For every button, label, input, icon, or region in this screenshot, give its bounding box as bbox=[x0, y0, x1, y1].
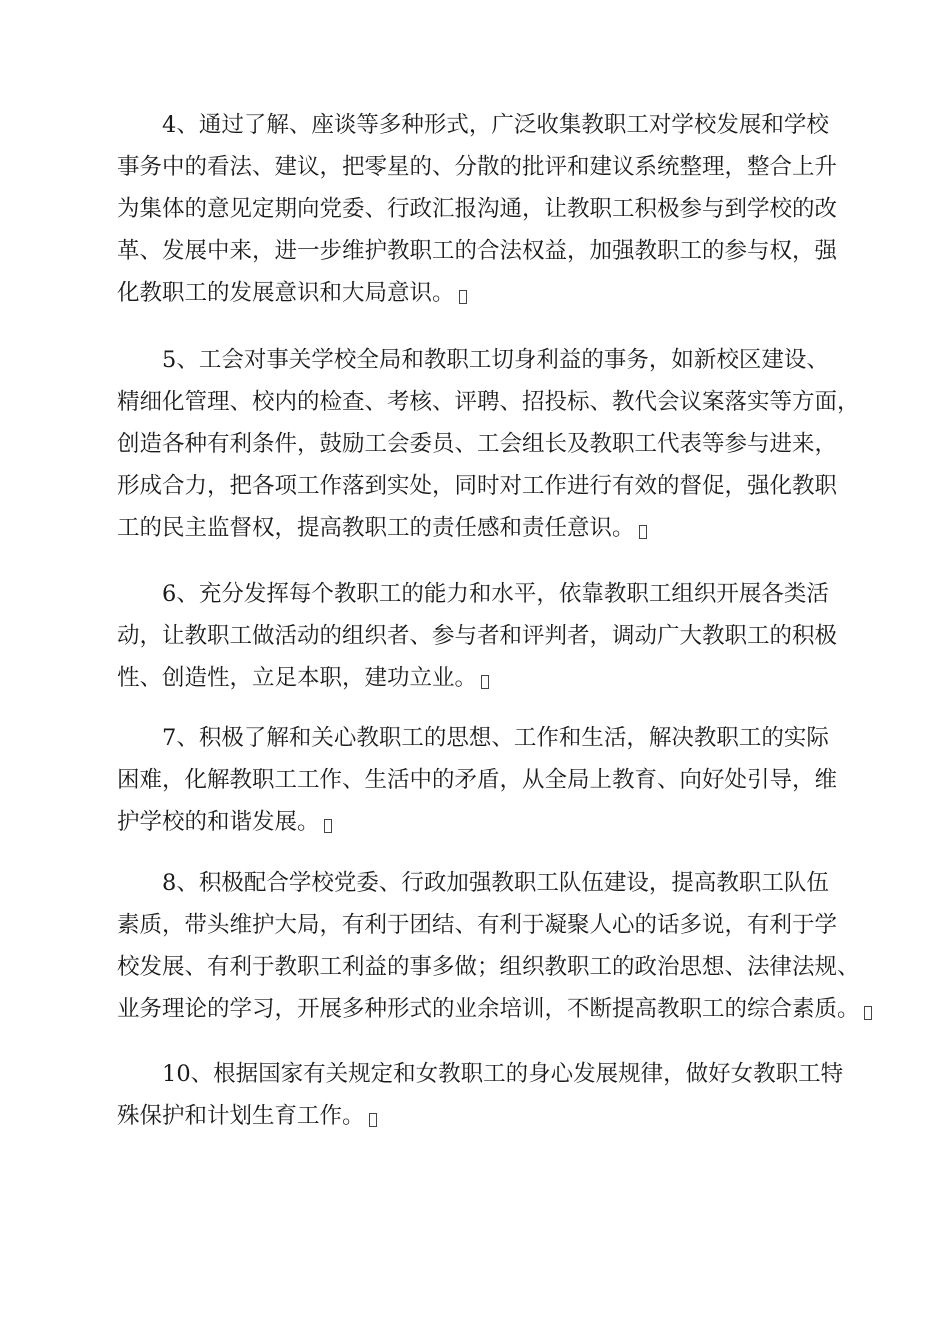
paragraph-mark-icon bbox=[864, 1006, 872, 1020]
text-line-last bbox=[117, 801, 847, 843]
text-line-last bbox=[117, 272, 847, 314]
paragraph-8 bbox=[117, 862, 860, 1030]
text-line: 动，让教职工做活动的组织者、参与者和评判者，调动广大教职工的积极 bbox=[117, 623, 838, 649]
text-line: 工的民主监督权，提高教职工的责任感和责任意识。 bbox=[117, 515, 635, 541]
paragraph-mark-icon bbox=[639, 525, 647, 539]
paragraph-7 bbox=[117, 717, 847, 843]
paragraph-mark-icon bbox=[324, 819, 332, 833]
text-line: 护学校的和谐发展。 bbox=[117, 809, 320, 835]
text-line: 革、发展中来，进一步维护教职工的合法权益，加强教职工的参与权，强 bbox=[117, 238, 838, 264]
paragraph-4 bbox=[117, 104, 847, 314]
paragraph-mark-icon bbox=[369, 1113, 377, 1127]
text-line-last bbox=[117, 507, 847, 549]
text-line: 困难，化解教职工工作、生活中的矛盾，从全局上教育、向好处引导，维 bbox=[117, 767, 838, 793]
paragraph-mark-icon bbox=[459, 290, 467, 304]
text-line: 为集体的意见定期向党委、行政汇报沟通，让教职工积极参与到学校的改 bbox=[117, 196, 838, 222]
text-line-last bbox=[117, 657, 847, 699]
text-line: 性、创造性，立足本职，建功立业。 bbox=[117, 665, 478, 691]
text-line-last bbox=[117, 1095, 847, 1137]
text-line: 4、通过了解、座谈等多种形式，广泛收集教职工对学校发展和学校 bbox=[162, 112, 829, 138]
paragraph-mark-icon bbox=[481, 675, 489, 689]
text-line: 事务中的看法、建议，把零星的、分散的批评和建议系统整理，整合上升 bbox=[117, 154, 838, 180]
paragraph-10 bbox=[117, 1053, 847, 1137]
text-line: 10、根据国家有关规定和女教职工的身心发展规律，做好女教职工特 bbox=[162, 1061, 844, 1087]
text-line: 创造各种有利条件，鼓励工会委员、工会组长及教职工代表等参与进来， bbox=[117, 431, 838, 457]
text-line: 形成合力，把各项工作落到实处，同时对工作进行有效的督促，强化教职 bbox=[117, 473, 838, 499]
text-line: 校发展、有利于教职工利益的事多做；组织教职工的政治思想、法律法规、 bbox=[117, 954, 860, 980]
paragraph-5 bbox=[117, 339, 860, 549]
text-line: 精细化管理、校内的检查、考核、评聘、招投标、教代会议案落实等方面， bbox=[117, 389, 860, 415]
text-line: 7、积极了解和关心教职工的思想、工作和生活，解决教职工的实际 bbox=[162, 725, 829, 751]
text-line: 5、工会对事关学校全局和教职工切身利益的事务，如新校区建设、 bbox=[162, 347, 829, 373]
text-line: 6、充分发挥每个教职工的能力和水平，依靠教职工组织开展各类活 bbox=[162, 581, 829, 607]
text-line: 殊保护和计划生育工作。 bbox=[117, 1103, 365, 1129]
text-line-last bbox=[117, 988, 860, 1030]
paragraph-6 bbox=[117, 573, 847, 699]
text-line: 化教职工的发展意识和大局意识。 bbox=[117, 280, 455, 306]
text-line: 8、积极配合学校党委、行政加强教职工队伍建设，提高教职工队伍 bbox=[162, 870, 829, 896]
text-line: 素质，带头维护大局，有利于团结、有利于凝聚人心的话多说，有利于学 bbox=[117, 912, 838, 938]
text-line: 业务理论的学习，开展多种形式的业余培训，不断提高教职工的综合素质。 bbox=[117, 996, 860, 1022]
